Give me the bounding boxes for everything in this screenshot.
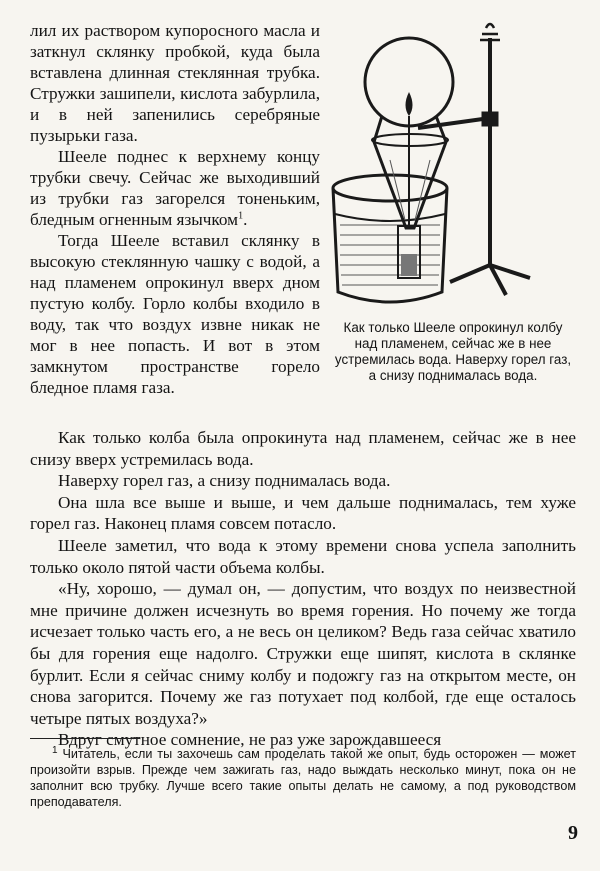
paragraph: Она шла все выше и выше, и чем дальше поднималась, тем хуже горел газ. Наконец пламя совсем потасло.	[30, 492, 576, 534]
footnote-reference[interactable]: 1	[238, 210, 244, 222]
paragraph-text: Шееле поднес к верхнему концу трубки свечу. Сейчас же выходивший из трубки газ загорелся тоненьким, бледным огненным язычком	[30, 147, 320, 229]
paragraph: Наверху горел газ, а снизу поднималась вода.	[58, 471, 391, 491]
page-number: 9	[568, 822, 578, 844]
paragraph: Тогда Шееле вставил склянку в высокую стеклянную чашку с водой, а над пламенем опрокинул вверх дном пустую колбу. Горло колбы входило в воду, так что воздух извне никак не мог в нее попасть. И вот в этом замкнутом пространстве горело бледное пламя газа.	[30, 231, 320, 397]
paragraph: лил их раствором купоросного масла и заткнул склянку пробкой, куда была вставлена длинная стеклянная трубка. Стружки зашипели, кислота забурлила, и в ней запенились серебряные пузырьки газа.	[30, 21, 320, 145]
footnote-mark: 1	[52, 744, 58, 756]
gas-flame	[406, 92, 413, 116]
paragraph: Шееле поднес к верхнему концу трубки свечу. Сейчас же выходивший из трубки газ загорелся тоненьким, бледным огненным язычком$^1$.	[30, 147, 320, 229]
ring-stand	[418, 24, 530, 295]
footnote-paragraph	[30, 746, 576, 810]
figure-caption: Как только Шееле опрокинул колбу над пламенем, сейчас же в нее устремилась вода. Наверху горел газ, а снизу поднималась вода.	[334, 320, 572, 383]
jar-with-shavings	[398, 116, 420, 278]
footnote-text: Читатель, если ты захочешь сам проделать такой же опыт, будь осторожен — может произойти взрыв. Прежде чем зажигать газ, надо выждать несколько минут, пока он не заполнит всю трубку. Лучше всего такие опыты делать не самому, а под руководством преподавателя.	[30, 747, 576, 809]
left-column-text	[30, 20, 320, 398]
experiment-illustration	[330, 20, 576, 316]
paragraph: Вдруг смутное сомнение, не раз уже зарождавшееся	[58, 730, 442, 750]
glass-dish	[333, 175, 447, 302]
experiment-figure	[330, 20, 576, 384]
paragraph: Как только колба была опрокинута над пламенем, сейчас же в нее снизу вверх устремилась вода.	[30, 428, 576, 469]
footnote-divider	[30, 738, 140, 739]
footnote	[30, 746, 576, 810]
full-width-text	[30, 427, 576, 751]
paragraph: Шееле заметил, что вода к этому времени снова успела заполнить только около пятой части объема колбы.	[30, 535, 576, 577]
paragraph: «Ну, хорошо, — думал он, — допустим, что воздух по неизвестной мне причине должен исчезнуть во время горения. Но почему же тогда исчезает только часть его, а не весь он целиком? Ведь газа сейчас хватило бы для горения еще надолго. Стружки еще шипят, кислота в склянке бурлит. Если я сейчас сниму колбу и подожгу газ на открытом месте, он снова загорится. Почему же газ потухает под колбой, где еще осталось четыре пятых воздуха?»	[30, 579, 576, 728]
